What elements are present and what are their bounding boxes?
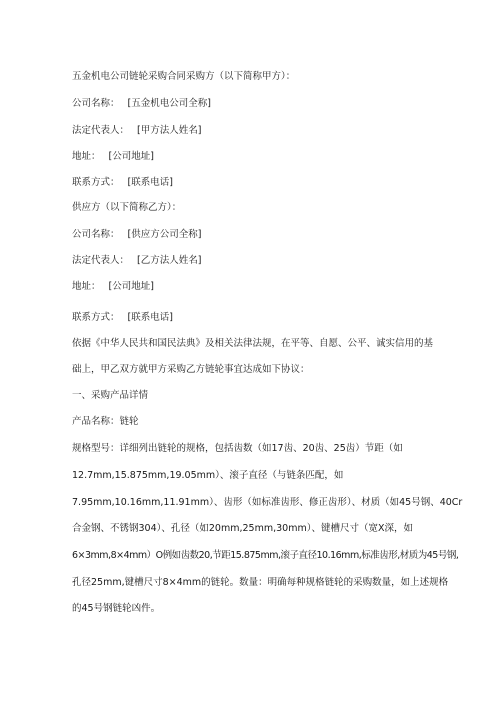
field-label: 公司名称： bbox=[72, 98, 120, 109]
supplier-heading bbox=[72, 202, 181, 214]
spec-text: 孔径25mm,键槽尺寸8×4mm的链轮。数量：明确每种规格链轮的采购数量，如上述规格 bbox=[72, 577, 449, 588]
basis-line-2 bbox=[72, 364, 310, 376]
buyer-address-line bbox=[72, 151, 154, 163]
spec-line-4 bbox=[72, 523, 413, 535]
supplier-contact-line bbox=[72, 312, 173, 324]
supplier-heading-text: 供应方（以下简称乙方）： bbox=[72, 202, 182, 213]
buyer-rep-line bbox=[72, 125, 201, 137]
spec-text: 12.7mm,15.875mm,19.05mm）、滚子直径（与链条匹配，如 bbox=[72, 470, 344, 481]
spec-text: 7.95mm,10.16mm,11.91mm）、齿形（如标准齿形、修正齿形）、材质（如45号钢、40Cr bbox=[72, 497, 463, 508]
spec-text: 6×3mm,8×4mm）O例如齿数20,节距15.875mm,滚子直径10.16mm,标准齿形,材质为45号钢, bbox=[72, 550, 459, 561]
field-value: [联系电话] bbox=[127, 312, 173, 323]
field-label: 联系方式： bbox=[72, 312, 120, 323]
spec-line-2 bbox=[72, 470, 343, 482]
section-title-text: 一、采购产品详情 bbox=[72, 390, 149, 401]
basis-text: 础上，甲乙双方就甲方采购乙方链轮事宜达成如下协议： bbox=[72, 364, 310, 375]
spec-line-6 bbox=[72, 577, 448, 589]
basis-text: 依据《中华人民共和国民法典》及相关法律法规，在平等、自愿、公平、诚实信用的基 bbox=[72, 338, 434, 349]
intro-line bbox=[72, 71, 295, 83]
section-title bbox=[72, 390, 148, 402]
supplier-company-line bbox=[72, 229, 201, 241]
field-value: [甲方法人姓名] bbox=[137, 125, 202, 136]
product-name-line bbox=[72, 416, 139, 428]
field-label: 法定代表人： bbox=[72, 125, 130, 136]
field-label: 公司名称： bbox=[72, 229, 120, 240]
field-value: [五金机电公司全称] bbox=[127, 98, 211, 109]
spec-line-3 bbox=[72, 497, 462, 509]
spec-line-5 bbox=[72, 550, 458, 562]
field-value: [公司地址] bbox=[108, 281, 154, 292]
field-value: [公司地址] bbox=[108, 151, 154, 162]
spec-text: 合金钢、不锈钢304）、孔径（如20mm,25mm,30mm）、键槽尺寸（宽X深，如 bbox=[72, 523, 413, 534]
product-name-text: 产品名称：链轮 bbox=[72, 416, 139, 427]
spec-line-1 bbox=[72, 443, 403, 455]
supplier-address-line bbox=[72, 281, 154, 293]
field-value: [供应方公司全称] bbox=[127, 229, 202, 240]
buyer-company-line bbox=[72, 98, 211, 110]
field-label: 地址： bbox=[72, 281, 101, 292]
field-label: 联系方式： bbox=[72, 177, 120, 188]
field-value: [联系电话] bbox=[127, 177, 173, 188]
spec-line-7 bbox=[72, 603, 160, 615]
spec-text: 的45号钢链轮凶件。 bbox=[72, 603, 161, 614]
field-label: 法定代表人： bbox=[72, 255, 130, 266]
spec-text: 规格型号：详细列出链轮的规格，包括齿数（如17齿、20齿、25齿）节距（如 bbox=[72, 443, 403, 454]
supplier-rep-line bbox=[72, 255, 201, 267]
intro-text: 五金机电公司链轮采购合同采购方（以下简称甲方）： bbox=[72, 71, 296, 82]
buyer-contact-line bbox=[72, 177, 173, 189]
basis-line-1 bbox=[72, 338, 433, 350]
field-label: 地址： bbox=[72, 151, 101, 162]
field-value: [乙方法人姓名] bbox=[137, 255, 202, 266]
